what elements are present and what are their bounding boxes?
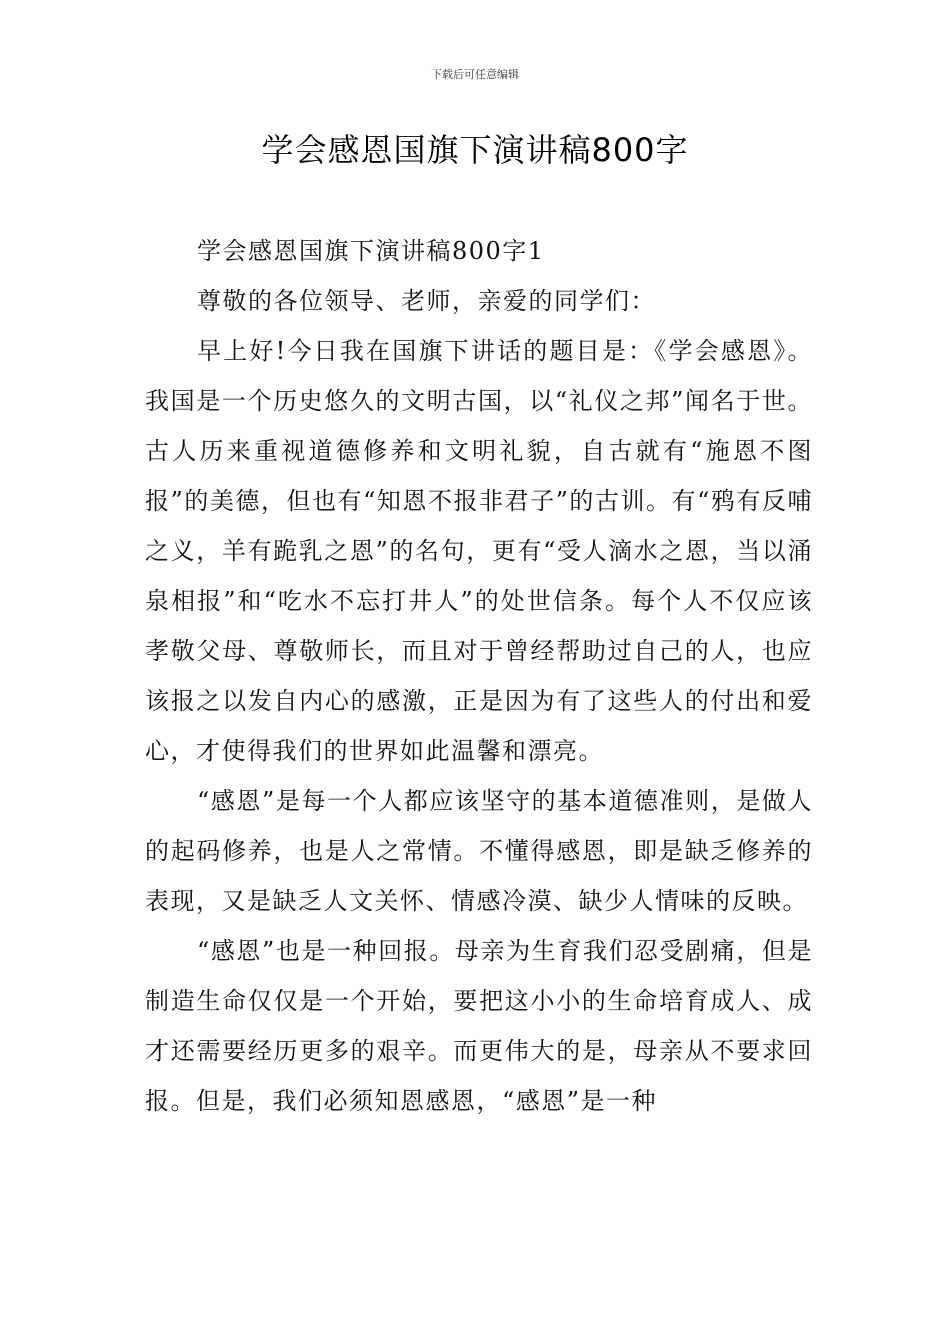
paragraph-body: 早上好!今日我在国旗下讲话的题目是：《学会感恩》。我国是一个历史悠久的文明古国，以“礼仪之邦”闻名于世。古人历来重视道德修养和文明礼貌，自古就有“施恩不图报”的美德，但也有“知恩不报非君子”的古训。有“鸦有反哺之义，羊有跪乳之恩”的名句，更有“受人滴水之恩，当以涌泉相报”和“吃水不忘打井人”的处世信条。每个人不仅应该孝敬父母、尊敬师长，而且对于曾经帮助过自己的人，也应该报之以发自内心的感激，正是因为有了这些人的付出和爱心，才使得我们的世界如此温馨和漂亮。 [145,337,813,765]
paragraph-salutation: 尊敬的各位领导、老师，亲爱的同学们： [197,287,656,315]
paragraph-body: “感恩”也是一种回报。母亲为生育我们忍受剧痛，但是制造生命仅仅是一个开始，要把这小小的生命培育成人、成才还需要经历更多的艰辛。而更伟大的是，母亲从不要求回报。但是，我们必须知恩感恩，“感恩”是一种 [145,937,813,1115]
paragraph-subtitle: 学会感恩国旗下演讲稿800字1 [197,237,545,265]
document-body [145,226,813,1126]
paragraph-body: “感恩”是每一个人都应该坚守的基本道德准则，是做人的起码修养，也是人之常情。不懂得感恩，即是缺乏修养的表现，又是缺乏人文关怀、情感冷漠、缺少人情味的反映。 [145,787,813,915]
page-header: 下载后可任意编辑 [431,68,519,81]
document-title: 学会感恩国旗下演讲稿800字 [261,131,689,169]
